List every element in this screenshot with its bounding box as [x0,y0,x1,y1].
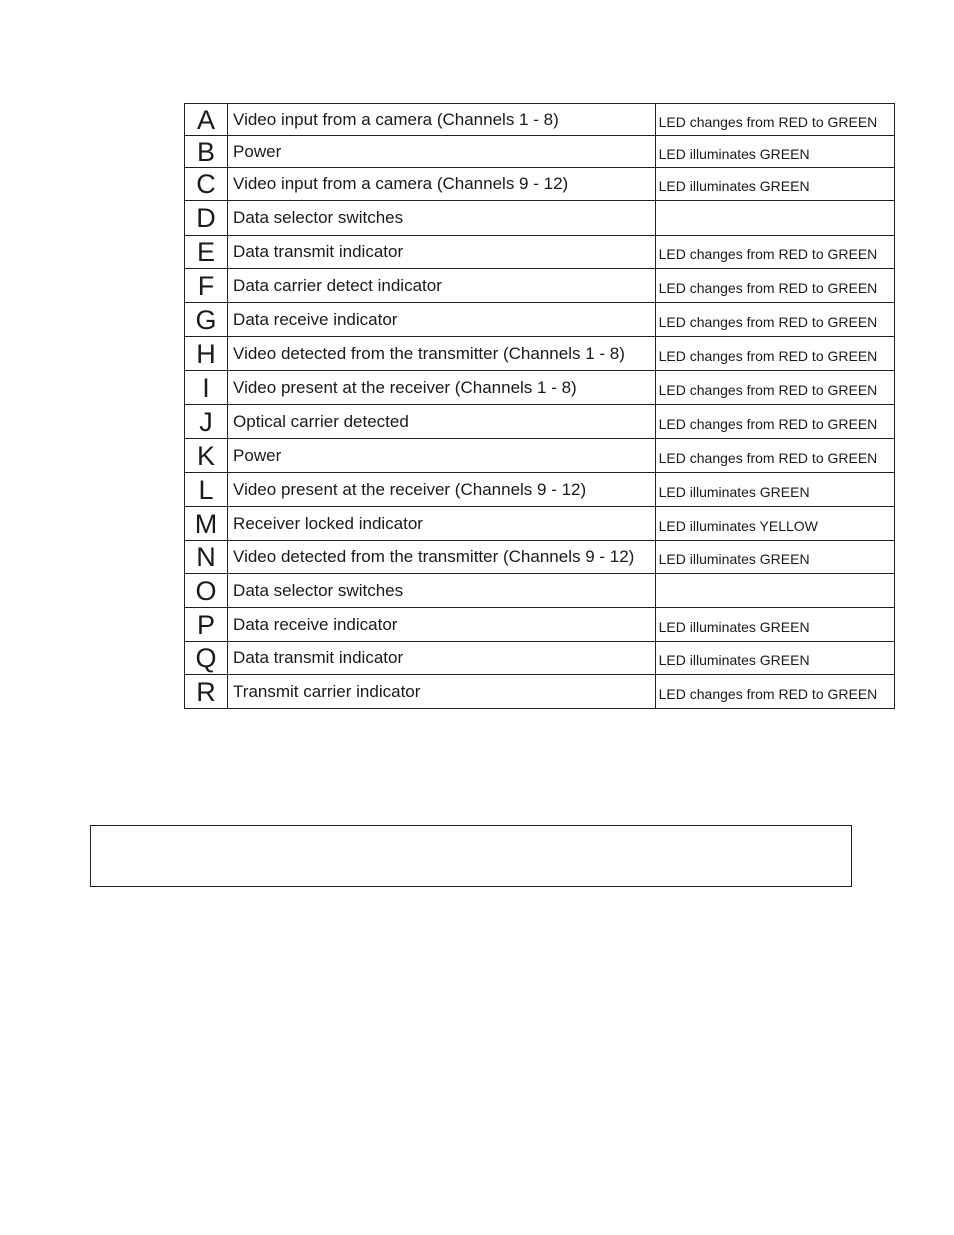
row-status: LED illuminates GREEN [655,136,894,168]
row-status: LED changes from RED to GREEN [655,405,894,439]
row-letter: K [185,439,228,473]
table-row [185,201,895,236]
row-description: Power [228,439,656,473]
row-status [655,201,894,236]
row-letter: N [185,541,228,574]
table-row [185,236,895,269]
row-description: Video present at the receiver (Channels 1 - 8) [228,371,656,405]
row-letter: J [185,405,228,439]
row-status: LED changes from RED to GREEN [655,439,894,473]
table-row [185,303,895,337]
row-letter: R [185,675,228,709]
row-description: Data transmit indicator [228,642,656,675]
note-box [90,825,852,887]
row-status [655,574,894,608]
row-status: LED changes from RED to GREEN [655,303,894,337]
row-description: Receiver locked indicator [228,507,656,541]
table-row [185,642,895,675]
row-description: Video detected from the transmitter (Channels 9 - 12) [228,541,656,574]
row-letter: G [185,303,228,337]
row-status: LED illuminates GREEN [655,642,894,675]
row-letter: A [185,104,228,136]
table-row [185,439,895,473]
row-description: Optical carrier detected [228,405,656,439]
row-letter: I [185,371,228,405]
row-status: LED illuminates GREEN [655,473,894,507]
table-row [185,675,895,709]
row-letter: P [185,608,228,642]
row-status: LED changes from RED to GREEN [655,104,894,136]
row-letter: O [185,574,228,608]
row-status: LED changes from RED to GREEN [655,236,894,269]
row-status: LED illuminates GREEN [655,608,894,642]
row-letter: C [185,168,228,201]
row-description: Video input from a camera (Channels 1 - 8) [228,104,656,136]
row-description: Video input from a camera (Channels 9 - 12) [228,168,656,201]
row-status: LED illuminates GREEN [655,541,894,574]
row-description: Data carrier detect indicator [228,269,656,303]
row-description: Power [228,136,656,168]
table-row [185,473,895,507]
table-row [185,371,895,405]
indicator-table-body [185,104,895,709]
table-row [185,507,895,541]
table-row [185,405,895,439]
table-row [185,337,895,371]
row-letter: M [185,507,228,541]
row-description: Data transmit indicator [228,236,656,269]
row-description: Data selector switches [228,201,656,236]
row-letter: Q [185,642,228,675]
row-description: Data receive indicator [228,303,656,337]
indicator-table [184,103,895,709]
row-letter: D [185,201,228,236]
row-letter: B [185,136,228,168]
row-letter: L [185,473,228,507]
row-letter: H [185,337,228,371]
table-row [185,104,895,136]
row-status: LED changes from RED to GREEN [655,675,894,709]
row-description: Transmit carrier indicator [228,675,656,709]
row-status: LED changes from RED to GREEN [655,337,894,371]
row-letter: E [185,236,228,269]
row-letter: F [185,269,228,303]
table-row [185,269,895,303]
row-status: LED illuminates GREEN [655,168,894,201]
table-row [185,574,895,608]
row-status: LED illuminates YELLOW [655,507,894,541]
table-row [185,608,895,642]
row-status: LED changes from RED to GREEN [655,371,894,405]
table-row [185,136,895,168]
table-row [185,541,895,574]
table-row [185,168,895,201]
row-status: LED changes from RED to GREEN [655,269,894,303]
row-description: Video detected from the transmitter (Channels 1 - 8) [228,337,656,371]
row-description: Data selector switches [228,574,656,608]
row-description: Video present at the receiver (Channels 9 - 12) [228,473,656,507]
row-description: Data receive indicator [228,608,656,642]
